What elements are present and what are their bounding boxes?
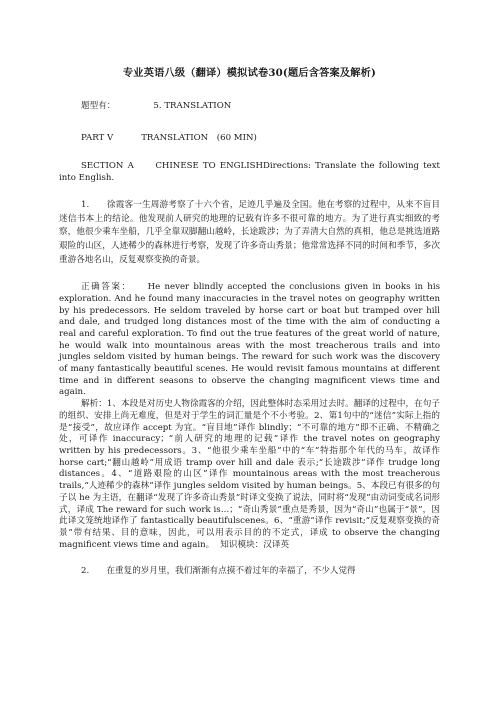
part-heading [81,131,440,143]
question-1 [59,199,440,267]
answer-1-text: He never blindly accepted the conclusions given in books in his exploration. And he found many inaccuracies in the travel notes on geography written by his predecessors. He seldom traveled by horse cart or boat but tramped over hill and dale, and trudged long distances most of the time with the aim of conducting a real and careful exploration. To find out the true features of the great world of nature, he would walk into mountainous areas with the most treacherous trails and into jungles seldom visited by human beings. The reward for such work was the discovery of many fantastically beautiful scenes. He would revisit famous mountains at different time and in different seasons to observe the changing magnificent views time and again. [59,282,440,398]
answer-label: 正确答案： [81,282,128,293]
question-1-text: 徐霞客一生周游考察了十六个省，足迹几乎遍及全国。他在考察的过程中，从来不盲目迷信书本上的结论。他发现前人研究的地理的记载有许多不很可靠的地方。为了进行真实细致的考察，他很少乘车坐船，几乎全靠双脚翻山越岭，长途跋涉；为了弄清大自然的真相，他总是挑选道路艰险的山区，人迹稀少的森林进行考察，发现了许多奇山秀景；他常常选择不同的时间和季节，多次重游各地名山，反复观察变换的奇景。 [59,200,440,265]
question-type-label: 题型有： [81,101,116,111]
knowledge-module-tag: 知识模块：汉译英 [220,539,290,550]
explanation-1-text: 解析：1、本段是对历史人物徐霞客的介绍，因此整体时态采用过去时。翻译的过程中，在句子的组织、安排上尚无难度，但是对于学生的词汇量是个不小考验。2、第1句中的“迷信”实际上指的是“接受”，故应译作 accept 为宜。“盲目地”译作 blindly；“不可靠的地方”即不正确、不精确之处，可译作 inaccuracy；“前人研究的地理的记载”译作 the travel notes on geography written by his predecessors。3、“他很少乘车坐船”中的“车”特指那个年代的马车，故译作 horse cart;“翻山越岭”用成语 tramp over hill and dale 表示;“长途跋涉”译作 trudge long distances。4、“道路艰险的山区”译作 mountainous areas with the most treacherous trails,“人迹稀少的森林”译作 jungles seldom visited by human beings。5、本段已有很多的句子以 he 为主语，在翻译“发现了许多奇山秀景”时译文变换了说法，同时将“发现”由动词变成名词形式，译成 The reward for such work is…；“奇山秀景”重点是秀景，因为“奇山”也属于“景”，因此译文笼统地译作了 fantastically beautifulscenes。6、“重游”译作 revisit;“反复观察变换的奇景”带有结果、目的意味，因此，可以用表示目的的不定式，译成 to observe the changing magnificent views time and again。 [59,399,440,550]
answer-1 [59,282,440,399]
question-1-number: 1. [81,200,90,211]
section-directions: SECTION A CHINESE TO ENGLISHDirections: Translate the following text into English. [59,161,440,183]
question-2-number: 2. [81,566,90,577]
explanation-1 [59,399,440,551]
question-2-text: 在重复的岁月里，我们渐渐有点摸不着过年的幸福了，不少人觉得 [106,566,356,577]
part-value: TRANSLATION (60 MIN) [141,133,257,143]
question-2 [59,565,440,578]
question-type-value: 5. TRANSLATION [153,101,232,111]
question-type-line [81,100,440,112]
part-label: PART V [81,133,114,143]
document-title: 专业英语八级（翻译）模拟试卷30(题后含答案及解析) [122,67,377,79]
